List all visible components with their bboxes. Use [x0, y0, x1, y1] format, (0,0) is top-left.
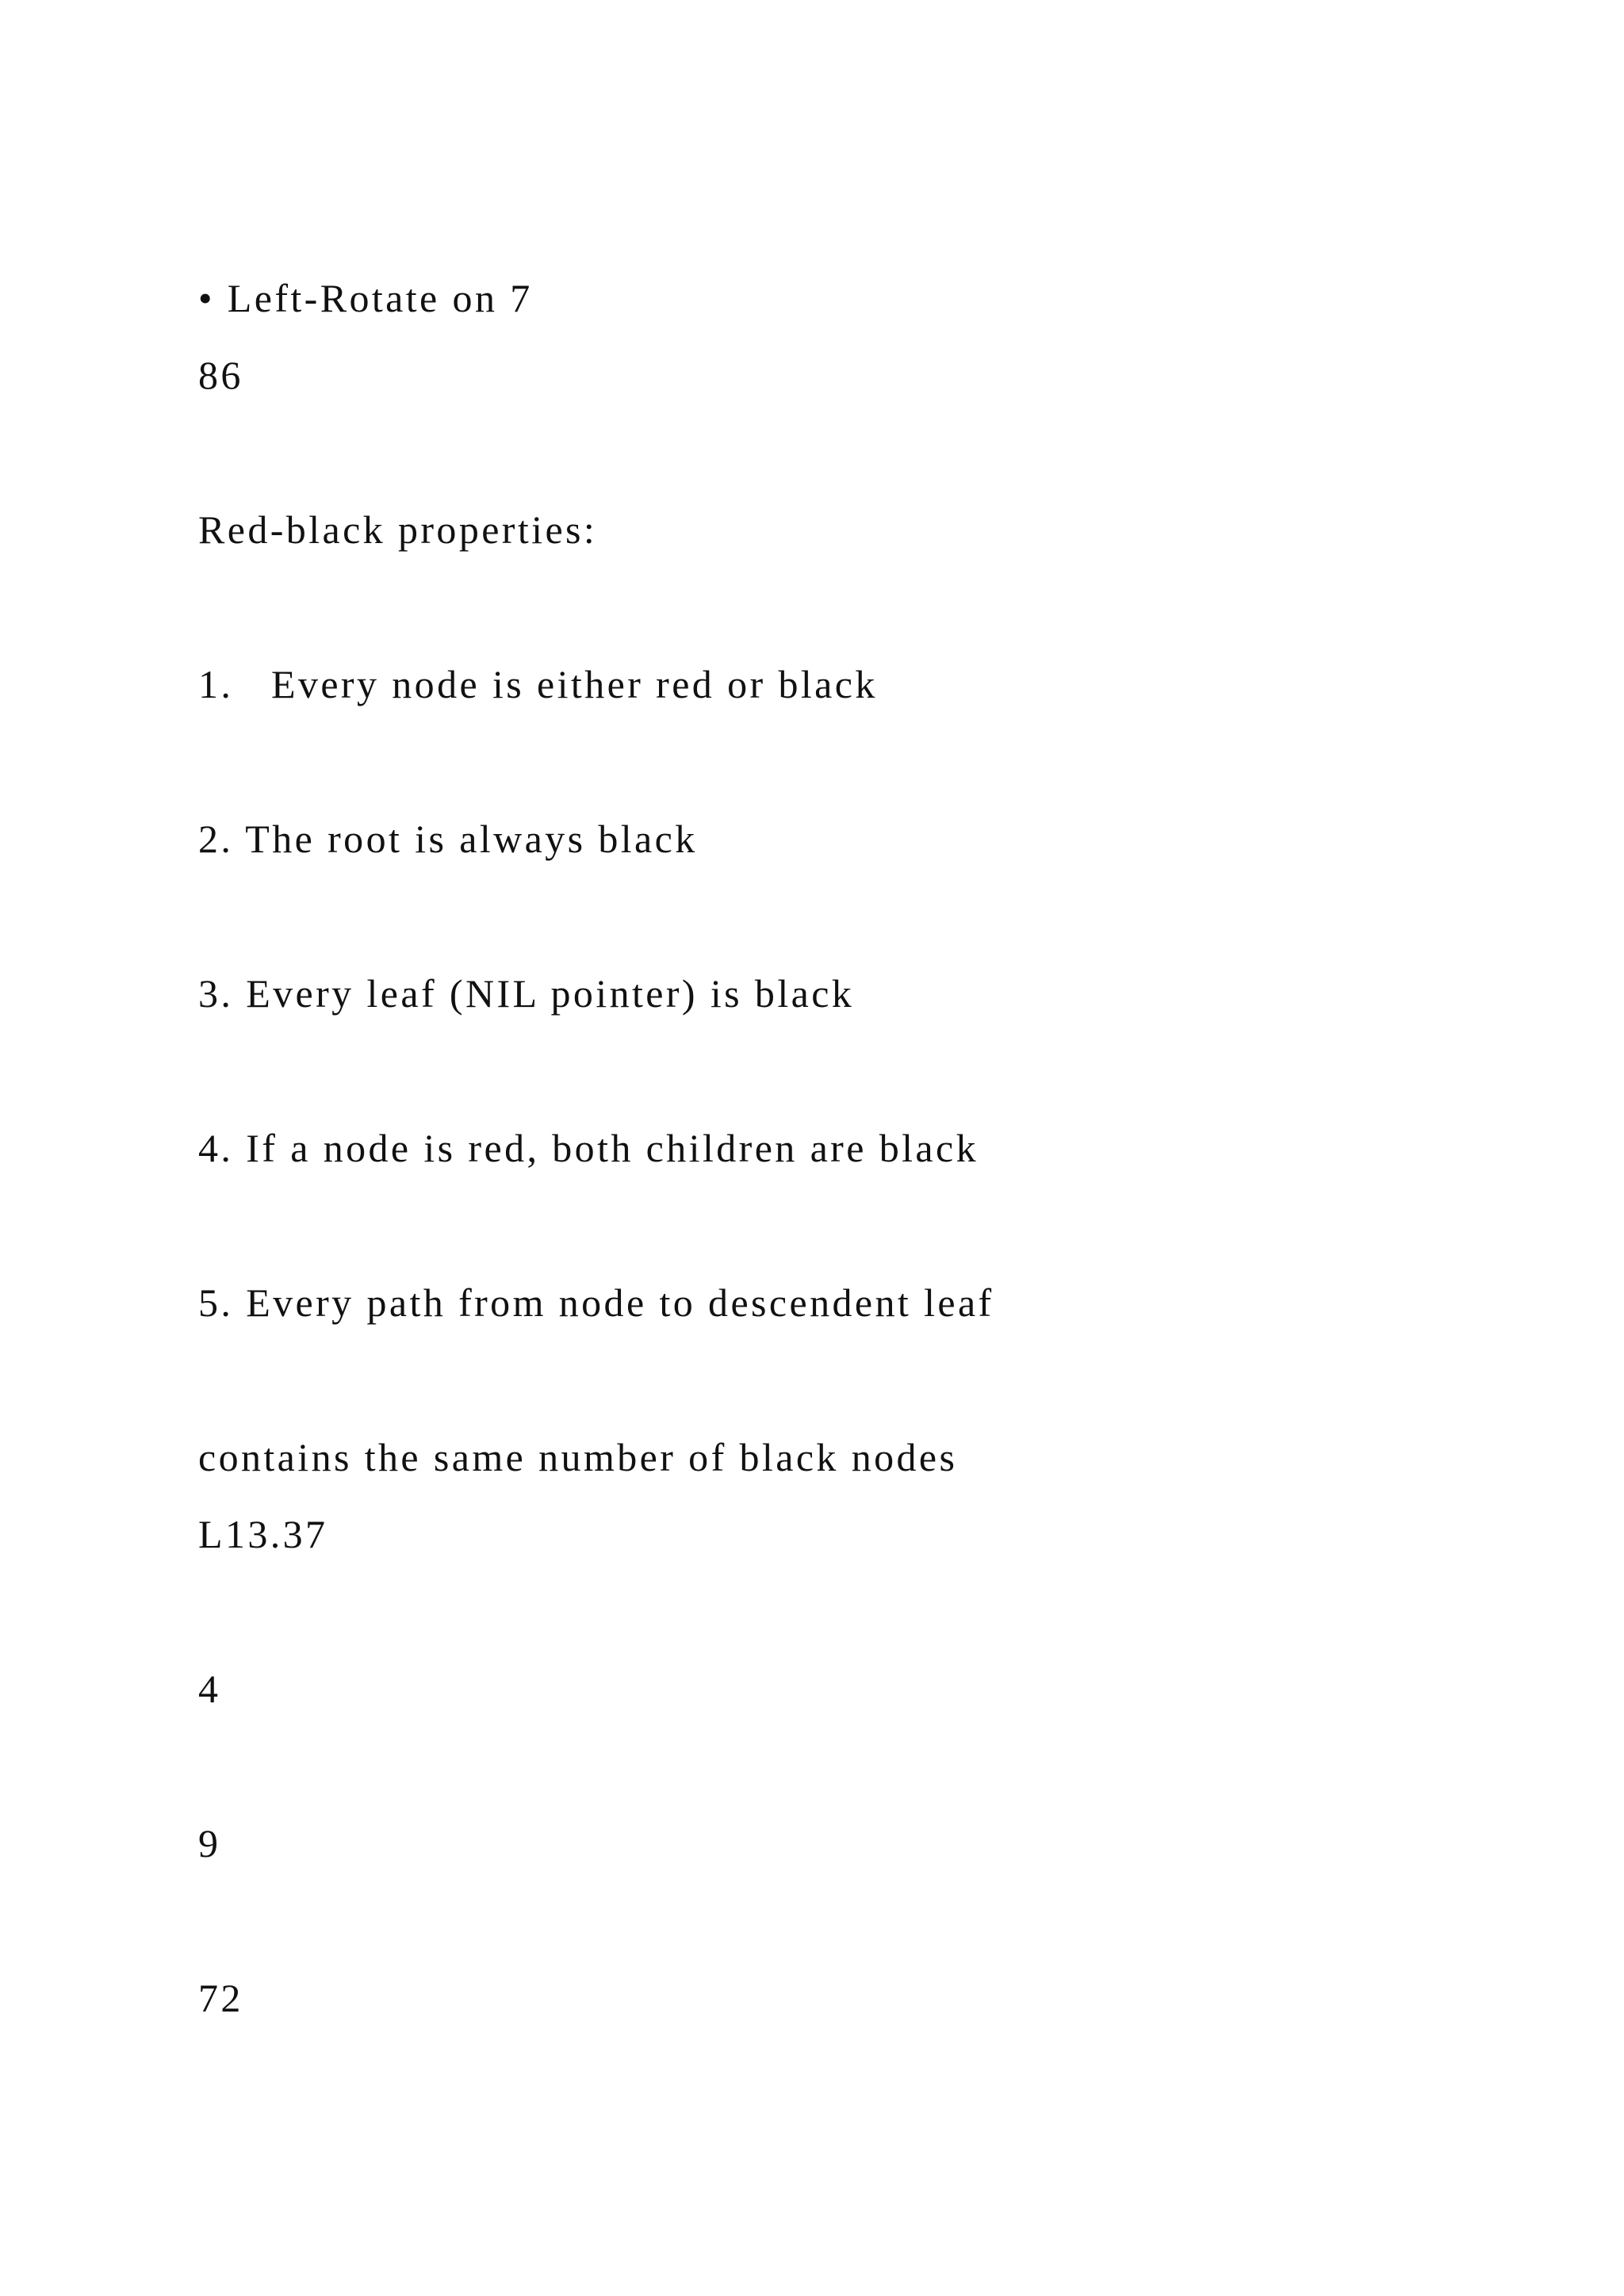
bullet-left-rotate: • Left-Rotate on 7: [198, 276, 533, 320]
property-5: 5. Every path from node to descendent leaf: [198, 1280, 994, 1325]
property-5-continuation: contains the same number of black nodes: [198, 1435, 958, 1479]
properties-heading: Red-black properties:: [198, 507, 598, 552]
number-9: 9: [198, 1821, 221, 1866]
property-1: 1. Every node is either red or black: [198, 662, 878, 706]
property-4: 4. If a node is red, both children are black: [198, 1126, 979, 1170]
number-72: 72: [198, 1976, 243, 2020]
property-3: 3. Every leaf (NIL pointer) is black: [198, 971, 855, 1016]
number-86: 86: [198, 353, 243, 397]
property-2: 2. The root is always black: [198, 817, 698, 861]
slide-label: L13.37: [198, 1512, 328, 1556]
number-4: 4: [198, 1667, 221, 1711]
